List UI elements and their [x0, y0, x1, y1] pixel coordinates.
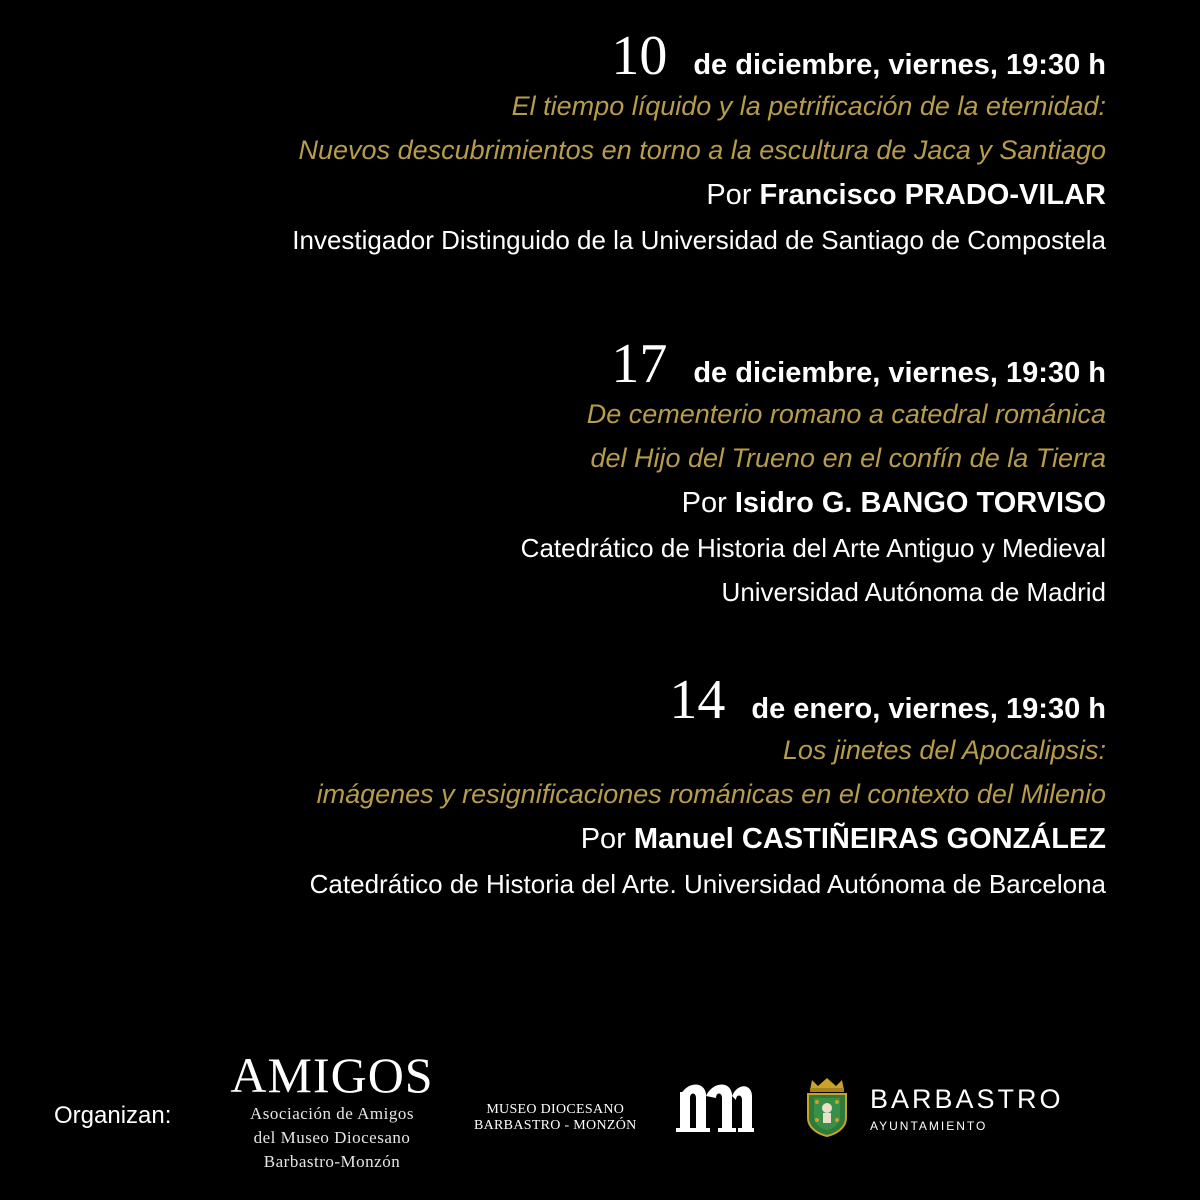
- event-title-line: del Hijo del Trueno en el confín de la Tierra: [590, 443, 1106, 473]
- barbastro-shield-icon: [804, 1076, 850, 1138]
- speaker-affiliation: Catedrático de Historia del Arte. Universidad Autónoma de Barcelona: [309, 869, 1106, 899]
- event-title-line: Nuevos descubrimientos en torno a la escultura de Jaca y Santiago: [298, 135, 1106, 165]
- speaker-name: Francisco PRADO-VILAR: [759, 179, 1106, 211]
- barbastro-subtitle: AYUNTAMIENTO: [870, 1119, 988, 1133]
- event-2: [520, 333, 1106, 614]
- barbastro-name: BARBASTRO: [870, 1084, 1064, 1114]
- event-title-line: De cementerio romano a catedral románica: [586, 399, 1106, 429]
- organizers-label: Organizan:: [54, 1102, 172, 1129]
- event-date-text: de enero, viernes, 19:30 h: [751, 693, 1106, 725]
- event-day-number: 17: [611, 333, 668, 395]
- event-date-text: de diciembre, viernes, 19:30 h: [693, 357, 1106, 389]
- event-speaker: [310, 816, 1106, 862]
- barbastro-logo: [870, 1086, 1064, 1133]
- museo-diocesano-text: [474, 1102, 637, 1134]
- event-date-line: [292, 25, 1106, 87]
- museo-line: BARBASTRO - MONZÓN: [474, 1118, 637, 1133]
- event-1: [292, 25, 1106, 262]
- event-date-line: [310, 669, 1106, 731]
- speaker-affiliation: Catedrático de Historia del Arte Antiguo y Medieval: [520, 533, 1106, 563]
- amigos-subtitle-line: Asociación de Amigos: [250, 1104, 414, 1123]
- event-day-number: 14: [669, 669, 726, 731]
- amigos-logo-text: AMIGOS: [230, 1047, 434, 1103]
- event-3: [309, 669, 1106, 906]
- speaker-prefix: Por: [706, 179, 752, 211]
- event-day-number: 10: [611, 25, 668, 87]
- speaker-affiliation: Universidad Autónoma de Madrid: [721, 577, 1106, 607]
- event-title-line: Los jinetes del Apocalipsis:: [782, 735, 1106, 765]
- event-date-line: [521, 333, 1106, 395]
- event-title-line: imágenes y resignificaciones románicas en el contexto del Milenio: [316, 779, 1106, 809]
- event-title-line: El tiempo líquido y la petrificación de la eternidad:: [511, 91, 1106, 121]
- speaker-prefix: Por: [681, 487, 727, 519]
- event-speaker: [521, 480, 1106, 526]
- museo-m-logo-icon: [676, 1078, 754, 1134]
- event-date-text: de diciembre, viernes, 19:30 h: [693, 49, 1106, 81]
- amigos-logo: [216, 1047, 448, 1172]
- amigos-subtitle-line: Barbastro-Monzón: [263, 1152, 401, 1171]
- speaker-affiliation: Investigador Distinguido de la Universidad de Santiago de Compostela: [292, 225, 1106, 255]
- museo-line: MUSEO DIOCESANO: [486, 1102, 625, 1117]
- amigos-subtitle-line: del Museo Diocesano: [253, 1128, 411, 1147]
- event-speaker: [292, 172, 1106, 218]
- speaker-name: Manuel CASTIÑEIRAS GONZÁLEZ: [633, 823, 1106, 855]
- speaker-name: Isidro G. BANGO TORVISO: [734, 487, 1106, 519]
- speaker-prefix: Por: [580, 823, 626, 855]
